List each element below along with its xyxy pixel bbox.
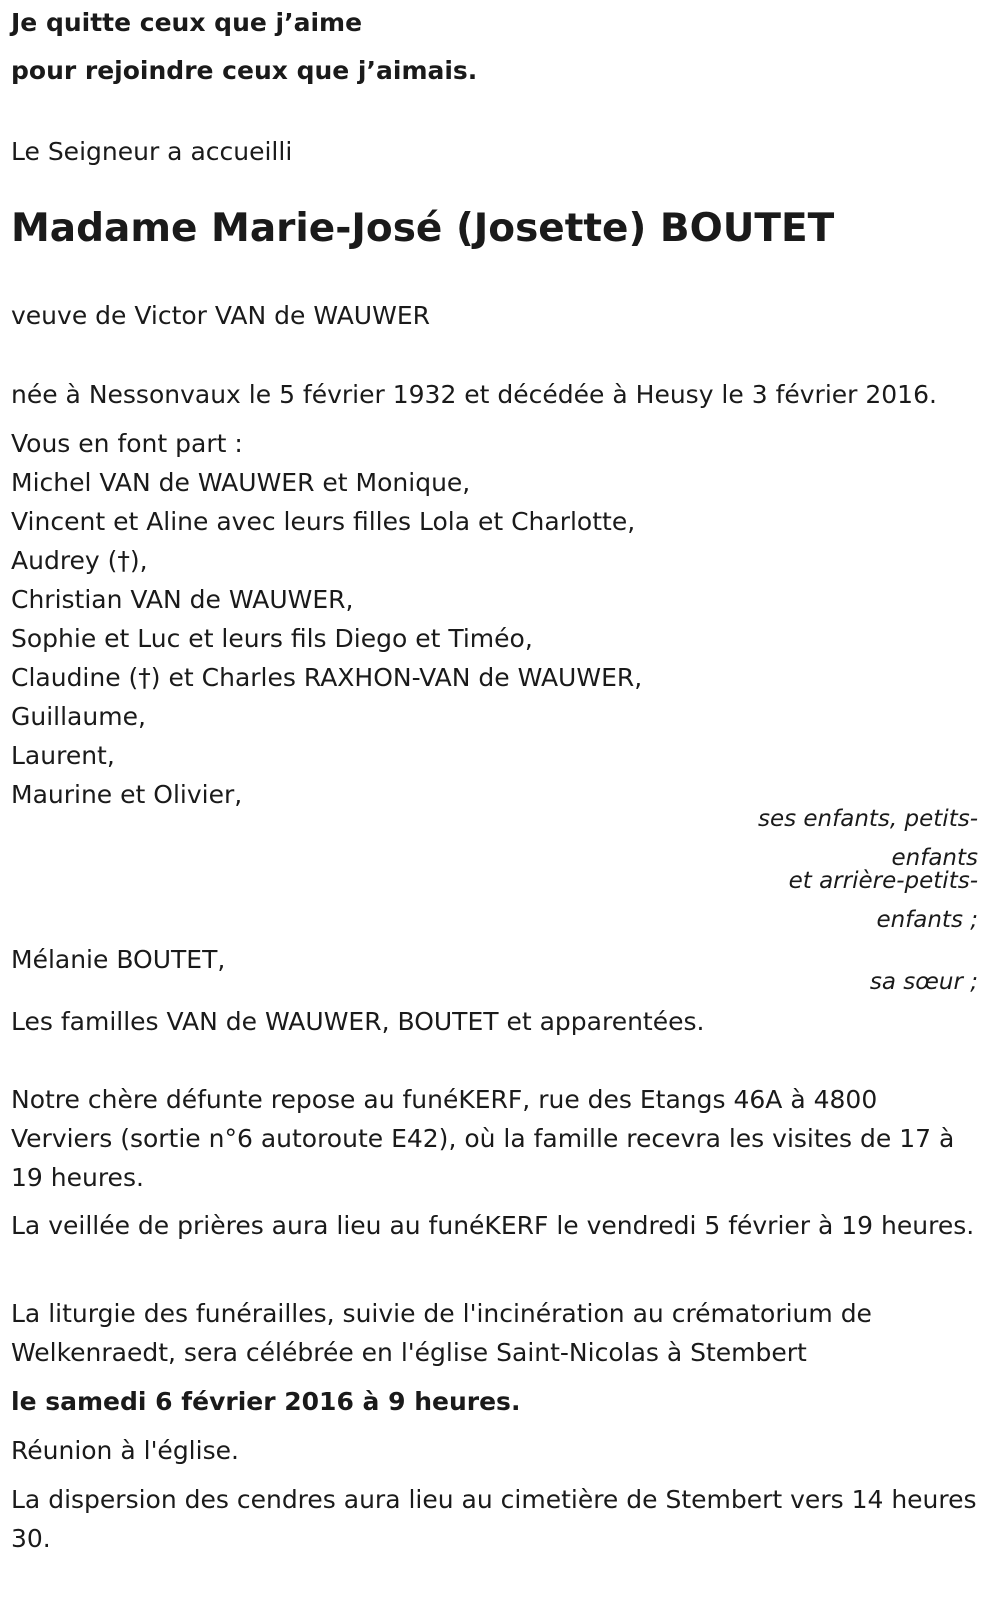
family-member: Sophie et Luc et leurs fils Diego et Timéo,: [11, 624, 533, 653]
relation-children-line-2: enfants: [891, 845, 978, 871]
vigil-paragraph: La veillée de prières aura lieu au funéKERF le vendredi 5 février à 19 heures.: [11, 1211, 975, 1240]
epigraph-line-2: pour rejoindre ceux que j’aimais.: [11, 56, 478, 85]
family-member: Guillaume,: [11, 702, 146, 731]
family-member: Audrey (†),: [11, 546, 148, 575]
sister-name: Mélanie BOUTET,: [11, 945, 226, 974]
funeral-date-time: le samedi 6 février 2016 à 9 heures.: [11, 1387, 521, 1416]
epigraph-line-1: Je quitte ceux que j’aime: [11, 8, 363, 37]
family-member: Christian VAN de WAUWER,: [11, 585, 354, 614]
relation-children-line-4: enfants ;: [876, 907, 978, 933]
families-line: Les familles VAN de WAUWER, BOUTET et apparentées.: [11, 1007, 705, 1036]
deceased-name: Madame Marie-José (Josette) BOUTET: [11, 206, 835, 251]
widow-of: veuve de Victor VAN de WAUWER: [11, 301, 430, 330]
birth-death-line: née à Nessonvaux le 5 février 1932 et décédée à Heusy le 3 février 2016.: [11, 380, 937, 409]
relation-sister: sa sœur ;: [869, 969, 978, 995]
meeting-line: Réunion à l'église.: [11, 1436, 239, 1465]
rest-place-paragraph: Notre chère défunte repose au funéKERF, rue des Etangs 46A à 4800 Verviers (sortie n°6 autoroute E42), où la famille recevra les visites de 17 à 19 heures.: [11, 1085, 955, 1192]
relation-children-line-1: ses enfants, petits-: [757, 806, 978, 832]
ashes-paragraph: La dispersion des cendres aura lieu au cimetière de Stembert vers 14 heures 30.: [11, 1485, 977, 1553]
family-member: Claudine (†) et Charles RAXHON-VAN de WAUWER,: [11, 663, 643, 692]
intro-text: Le Seigneur a accueilli: [11, 137, 293, 166]
relation-children-line-3: et arrière-petits-: [788, 868, 978, 894]
family-member: Michel VAN de WAUWER et Monique,: [11, 468, 471, 497]
family-member: Maurine et Olivier,: [11, 780, 243, 809]
family-member: Vincent et Aline avec leurs filles Lola et Charlotte,: [11, 507, 636, 536]
family-member: Laurent,: [11, 741, 115, 770]
announce-line: Vous en font part :: [11, 429, 243, 458]
liturgy-paragraph: La liturgie des funérailles, suivie de l'incinération au crématorium de Welkenraedt, sera célébrée en l'église Saint-Nicolas à Stembert: [11, 1299, 872, 1367]
